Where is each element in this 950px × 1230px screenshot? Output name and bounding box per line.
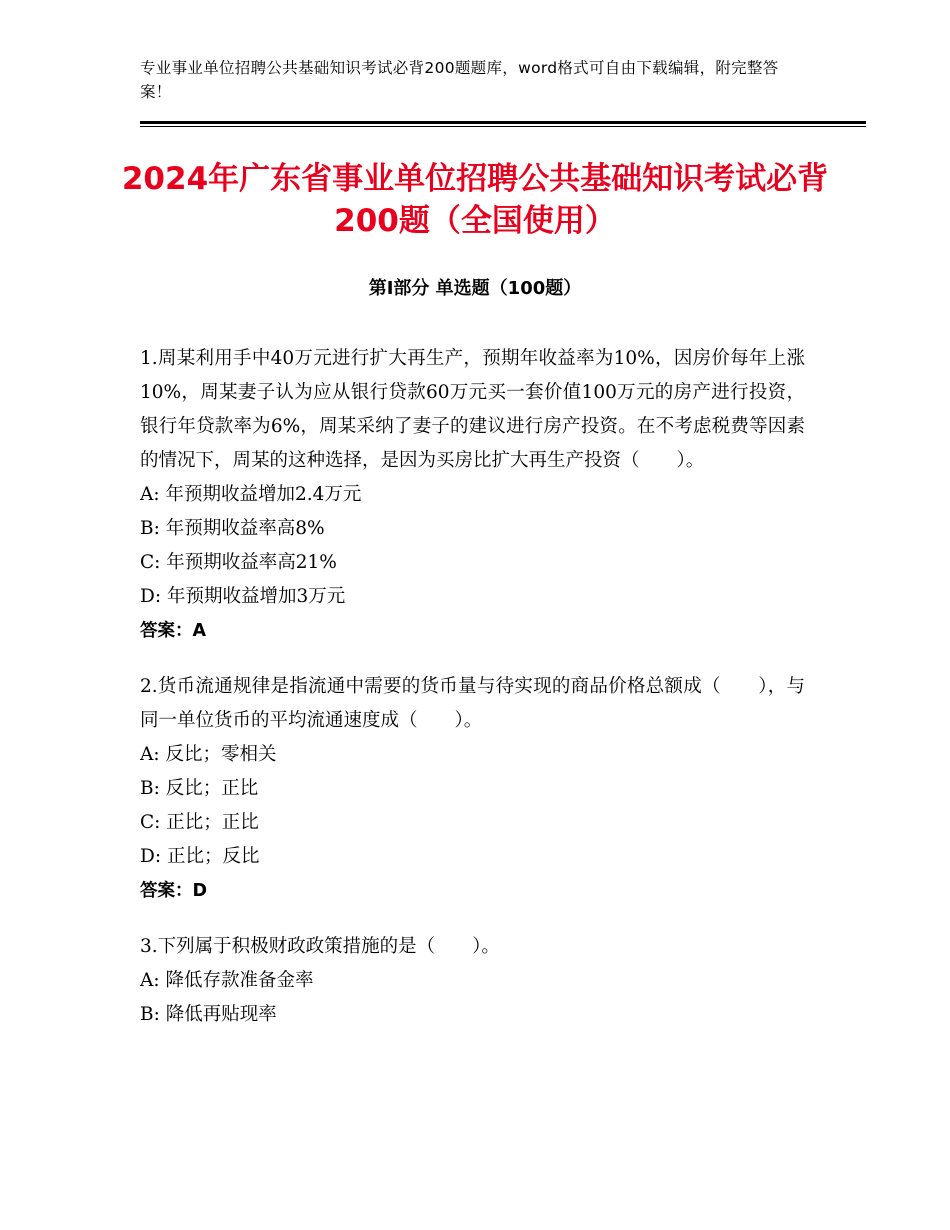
option-b: B: 年预期收益率高8%	[140, 518, 325, 539]
answer: 答案：D	[140, 881, 208, 901]
question-stem: 3.下列属于积极财政政策措施的是（ ）。	[140, 936, 500, 957]
question-1	[140, 342, 805, 648]
question-3	[140, 930, 805, 1032]
question-2	[140, 670, 805, 908]
document-title: 2024年广东省事业单位招聘公共基础知识考试必背200题（全国使用）	[121, 161, 829, 239]
option-d: D: 正比；反比	[140, 846, 260, 867]
option-a: A: 年预期收益增加2.4万元	[140, 484, 362, 505]
option-d: D: 年预期收益增加3万元	[140, 586, 346, 607]
option-b: B: 反比；正比	[140, 778, 259, 799]
option-c: C: 正比；正比	[140, 812, 259, 833]
option-b: B: 降低再贴现率	[140, 1004, 277, 1025]
header-note: 专业事业单位招聘公共基础知识考试必背200题题库，word格式可自由下载编辑，附完整答案！	[140, 59, 779, 101]
option-a: A: 反比；零相关	[140, 744, 277, 765]
answer: 答案：A	[140, 621, 207, 641]
question-list	[140, 342, 805, 1054]
header-divider-thick	[140, 121, 866, 124]
question-stem: 2.货币流通规律是指流通中需要的货币量与待实现的商品价格总额成（ ），与同一单位货币的平均流通速度成（ ）。	[140, 676, 805, 731]
option-a: A: 降低存款准备金率	[140, 970, 314, 991]
header-divider-thin	[140, 126, 866, 127]
option-c: C: 年预期收益率高21%	[140, 552, 337, 573]
question-stem: 1.周某利用手中40万元进行扩大再生产，预期年收益率为10%，因房价每年上涨10%，周某妻子认为应从银行贷款60万元买一套价值100万元的房产进行投资，银行年贷款率为6%，周某采纳了妻子的建议进行房产投资。在不考虑税费等因素的情况下，周某的这种选择，是因为买房比扩大再生产投资（ ）。	[140, 348, 805, 471]
section-title: 第Ⅰ部分 单选题（100题）	[368, 278, 582, 299]
